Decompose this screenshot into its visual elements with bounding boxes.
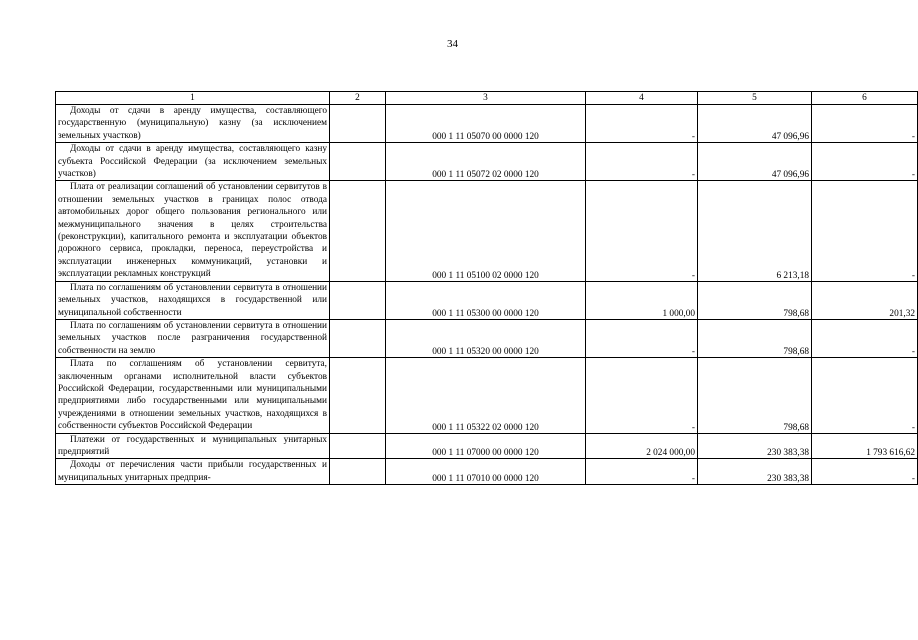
column-header: 3 <box>386 92 586 105</box>
table-row <box>56 459 918 485</box>
col5-value-cell: 798,68 <box>698 358 812 433</box>
table-row <box>56 181 918 281</box>
income-name-cell: Плата по соглашениям об установлении сервитута в отношении земельных участков, находящихся в государственной или муниципальной собственности <box>56 281 330 319</box>
col6-value-cell: - <box>812 181 918 281</box>
col6-value-cell: - <box>812 143 918 181</box>
col2-cell <box>330 459 386 485</box>
col6-value-cell: 201,32 <box>812 281 918 319</box>
revenue-table <box>55 91 918 485</box>
income-name-cell: Платежи от государственных и муниципальных унитарных предприятий <box>56 433 330 459</box>
header-row <box>56 92 918 105</box>
column-header: 6 <box>812 92 918 105</box>
col2-cell <box>330 143 386 181</box>
col5-value-cell: 798,68 <box>698 319 812 357</box>
table-row <box>56 105 918 143</box>
table-row <box>56 143 918 181</box>
col4-value-cell: - <box>586 459 698 485</box>
col4-value-cell: 2 024 000,00 <box>586 433 698 459</box>
income-name-cell: Плата по соглашениям об установлении сервитута в отношении земельных участков после разграничения государственной собственности на землю <box>56 319 330 357</box>
column-header: 4 <box>586 92 698 105</box>
classification-code-cell: 000 1 11 05320 00 0000 120 <box>386 319 586 357</box>
classification-code-cell: 000 1 11 05070 00 0000 120 <box>386 105 586 143</box>
col4-value-cell: - <box>586 181 698 281</box>
col6-value-cell: - <box>812 459 918 485</box>
income-name-cell: Доходы от перечисления части прибыли государственных и муниципальных унитарных предприя- <box>56 459 330 485</box>
col2-cell <box>330 433 386 459</box>
col4-value-cell: - <box>586 105 698 143</box>
table-row <box>56 433 918 459</box>
classification-code-cell: 000 1 11 07000 00 0000 120 <box>386 433 586 459</box>
col5-value-cell: 47 096,96 <box>698 143 812 181</box>
table-row <box>56 319 918 357</box>
column-header: 1 <box>56 92 330 105</box>
classification-code-cell: 000 1 11 05322 02 0000 120 <box>386 358 586 433</box>
table-row <box>56 281 918 319</box>
col4-value-cell: - <box>586 143 698 181</box>
col2-cell <box>330 358 386 433</box>
col5-value-cell: 47 096,96 <box>698 105 812 143</box>
income-name-cell: Доходы от сдачи в аренду имущества, составляющего государственную (муниципальную) казну (за исключением земельных участков) <box>56 105 330 143</box>
column-header: 5 <box>698 92 812 105</box>
col5-value-cell: 230 383,38 <box>698 459 812 485</box>
page-number: 34 <box>447 38 458 50</box>
col6-value-cell: - <box>812 105 918 143</box>
col2-cell <box>330 105 386 143</box>
income-name-cell: Плата по соглашениям об установлении сервитута, заключенным органами исполнительной власти субъектов Российской Федерации, государственными или муниципальными предприятиями либо государственными или муниципальными учреждениями в отношении земельных участков, находящихся в собственности субъектов Российской Федерации <box>56 358 330 433</box>
classification-code-cell: 000 1 11 07010 00 0000 120 <box>386 459 586 485</box>
col5-value-cell: 798,68 <box>698 281 812 319</box>
classification-code-cell: 000 1 11 05300 00 0000 120 <box>386 281 586 319</box>
col5-value-cell: 230 383,38 <box>698 433 812 459</box>
col2-cell <box>330 319 386 357</box>
classification-code-cell: 000 1 11 05072 02 0000 120 <box>386 143 586 181</box>
table-row <box>56 358 918 433</box>
col4-value-cell: - <box>586 358 698 433</box>
col2-cell <box>330 281 386 319</box>
col6-value-cell: 1 793 616,62 <box>812 433 918 459</box>
col4-value-cell: - <box>586 319 698 357</box>
income-name-cell: Плата от реализации соглашений об установлении сервитутов в отношении земельных участков в границах полос отвода автомобильных дорог общего пользования регионального или межмуниципального значения в целях строительства (реконструкции), капитального ремонта и эксплуатации объектов дорожного сервиса, прокладки, переноса, переустройства и эксплуатации инженерных коммуникаций, установки и эксплуатации рекламных конструкций <box>56 181 330 281</box>
col4-value-cell: 1 000,00 <box>586 281 698 319</box>
col5-value-cell: 6 213,18 <box>698 181 812 281</box>
col6-value-cell: - <box>812 319 918 357</box>
column-header: 2 <box>330 92 386 105</box>
col6-value-cell: - <box>812 358 918 433</box>
col2-cell <box>330 181 386 281</box>
income-name-cell: Доходы от сдачи в аренду имущества, составляющего казну субъекта Российской Федерации (за исключением земельных участков) <box>56 143 330 181</box>
classification-code-cell: 000 1 11 05100 02 0000 120 <box>386 181 586 281</box>
